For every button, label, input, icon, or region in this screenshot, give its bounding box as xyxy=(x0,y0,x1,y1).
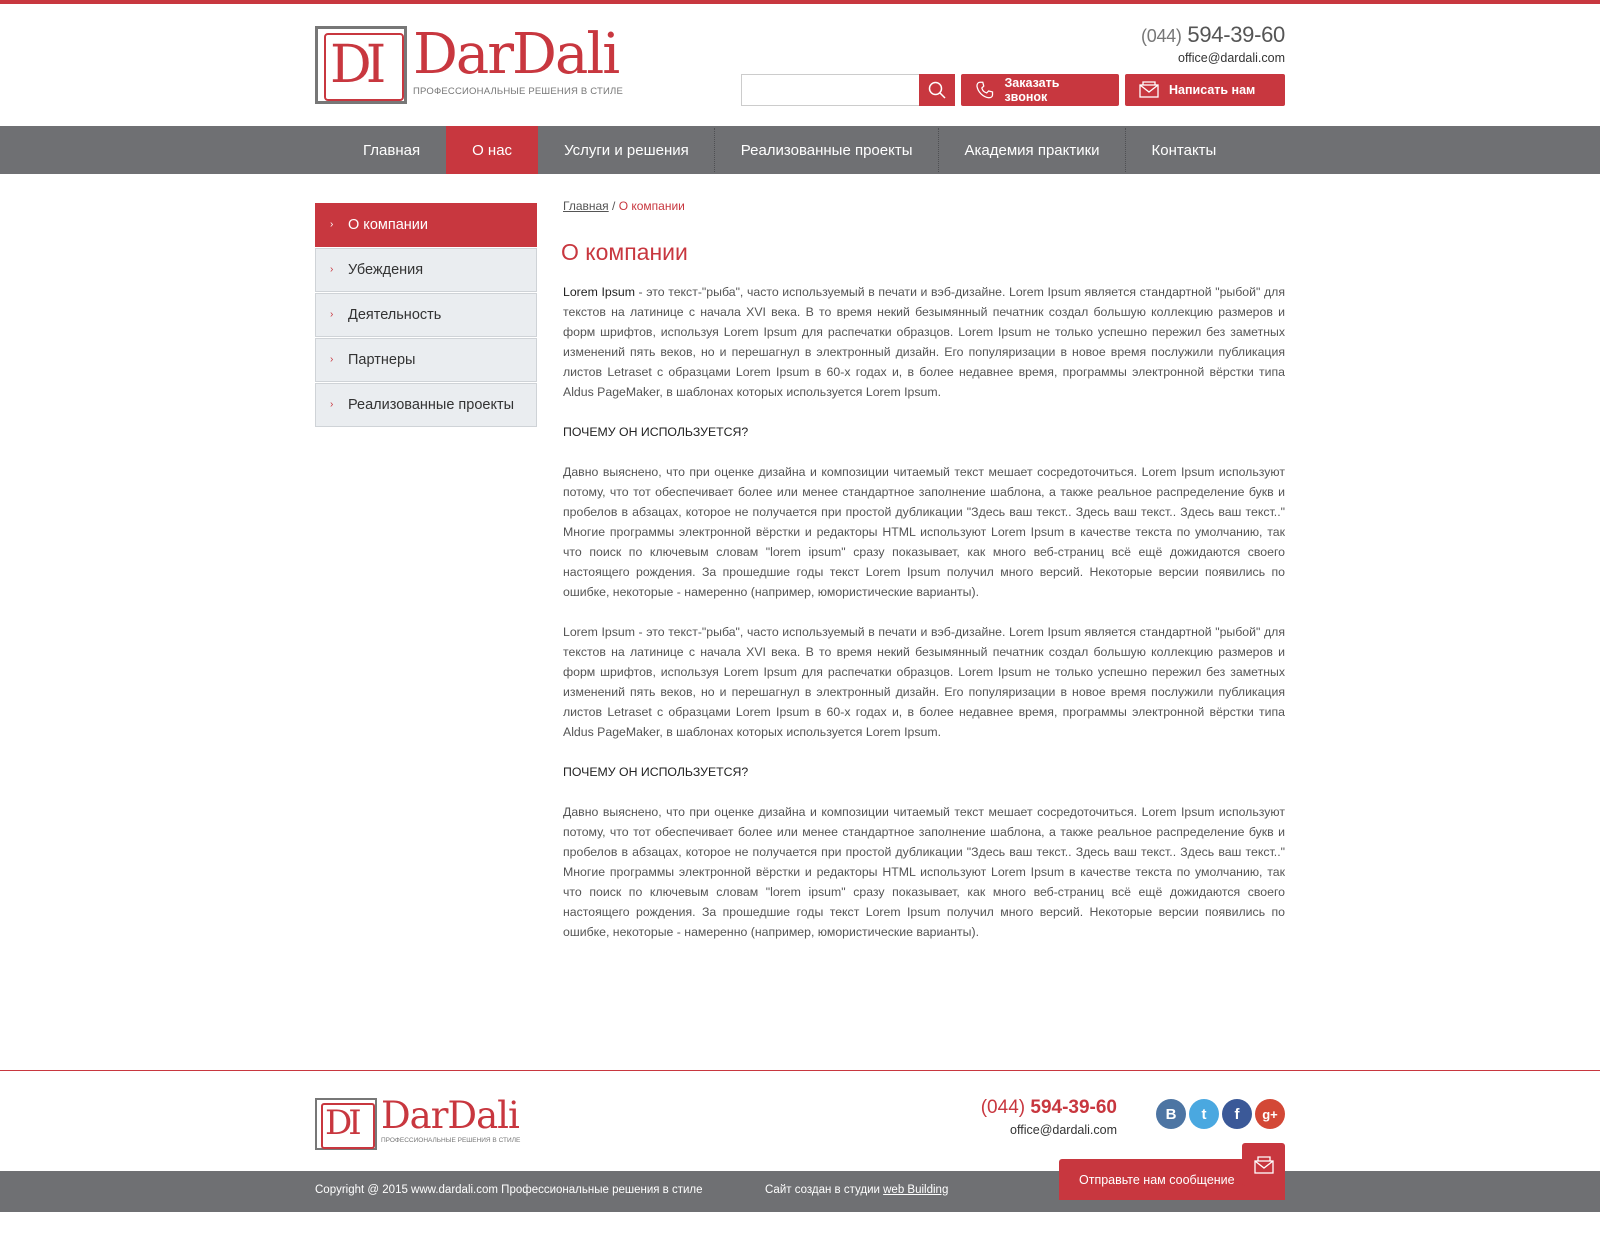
sidebar-item-beliefs[interactable]: › Убеждения xyxy=(315,248,537,292)
sidebar-item-activity[interactable]: › Деятельность xyxy=(315,293,537,337)
search-input[interactable] xyxy=(741,74,919,106)
sidebar xyxy=(315,203,537,428)
header-contacts xyxy=(1141,22,1285,65)
facebook-icon[interactable]: f xyxy=(1222,1099,1252,1129)
section-heading: ПОЧЕМУ ОН ИСПОЛЬЗУЕТСЯ? xyxy=(563,425,749,439)
write-us-button[interactable] xyxy=(1125,74,1285,106)
logo[interactable] xyxy=(315,22,623,108)
twitter-icon[interactable]: t xyxy=(1189,1099,1219,1129)
footer-email[interactable]: office@dardali.com xyxy=(1010,1123,1117,1137)
paragraph: Давно выяснено, что при оценке дизайна и композиции читаемый текст мешает сосредоточиться. Lorem Ipsum используют потому, что тот обеспечивает более или менее стандартное заполнение шаблона, а также реальное распределение букв и пробелов в абзацах, которое не получается при простой дубликации "Здесь ваш текст.. Здесь ваш текст.. Здесь ваш текст.." Многие программы электронной вёрстки и редакторы HTML используют Lorem Ipsum в качестве текста по умолчанию, так что поиск по ключевым словам "lorem ipsum" сразу показывает, как много веб-страниц всё ещё дожидаются своего настоящего рождения. За прошедшие годы текст Lorem Ipsum получил много версий. Некоторые версии появились по ошибке, некоторые - намеренно (например, юмористические варианты). xyxy=(563,465,1285,599)
phone-number: 594-39-60 xyxy=(1187,22,1285,47)
logo-brand: DarDali xyxy=(381,1094,519,1137)
breadcrumb xyxy=(563,199,1285,213)
logo-brand: DarDali xyxy=(413,22,619,87)
send-message-label: Отправьте нам сообщение xyxy=(1079,1172,1235,1187)
paragraph: Lorem Ipsum - это текст-"рыба", часто используемый в печати и вэб-дизайне. Lorem Ipsum является стандартной "рыбой" для текстов на латинице с начала XVI века. В то время некий безымянный печатник создал большую коллекцию размеров и форм шрифтов, используя Lorem Ipsum для распечатки образцов. Lorem Ipsum не только успешно пережил без заметных изменений пять веков, но и перешагнул в электронный дизайн. Его популяризации в новое время послужили публикация листов Letraset с образцами Lorem Ipsum в 60-х годах и, в более недавнее время, программы электронной вёрстки типа Aldus PageMaker, в шаблонах которых используется Lorem Ipsum. xyxy=(563,285,1285,399)
paragraph-lead: Lorem Ipsum xyxy=(563,285,635,299)
footer-phone[interactable]: (044) 594-39-60 xyxy=(980,1097,1117,1118)
studio-link[interactable]: web Building xyxy=(883,1184,949,1196)
nav-item-projects[interactable]: Реализованные проекты xyxy=(715,126,939,174)
header-actions xyxy=(741,74,1285,106)
footer-bottom-bar xyxy=(0,1171,1600,1212)
chevron-right-icon: › xyxy=(330,399,334,410)
footer-logo[interactable] xyxy=(315,1095,535,1151)
search-box xyxy=(741,74,955,106)
chevron-right-icon: › xyxy=(330,264,334,275)
nav-item-home[interactable]: Главная xyxy=(363,141,421,159)
nav-item-about[interactable]: О нас xyxy=(446,126,538,174)
page-title: О компании xyxy=(561,239,688,265)
breadcrumb-separator: / xyxy=(608,199,619,213)
studio-credit: Сайт создан в студии web Building xyxy=(765,1184,949,1196)
search-icon xyxy=(928,81,946,99)
send-message-button[interactable] xyxy=(1059,1159,1285,1200)
envelope-icon xyxy=(1139,81,1159,99)
sidebar-item-projects[interactable]: › Реализованные проекты xyxy=(315,383,537,427)
logo-slogan: ПРОФЕССИОНАЛЬНЫЕ РЕШЕНИЯ В СТИЛЕ xyxy=(413,86,623,97)
phone-icon xyxy=(975,80,994,100)
nav-item-contacts[interactable]: Контакты xyxy=(1151,141,1217,159)
main-nav xyxy=(0,126,1600,174)
write-us-label: Написать нам xyxy=(1169,83,1256,97)
vk-icon[interactable]: B xyxy=(1156,1099,1186,1129)
sidebar-item-company[interactable]: › О компании xyxy=(315,203,537,247)
order-call-label: Заказать звонок xyxy=(1004,76,1060,104)
google-plus-icon[interactable]: g+ xyxy=(1255,1099,1285,1129)
logo-mark: DI xyxy=(315,26,407,104)
main-content xyxy=(563,199,1285,962)
chevron-right-icon: › xyxy=(330,219,334,230)
footer-contacts xyxy=(981,1097,1117,1137)
sidebar-item-partners[interactable]: › Партнеры xyxy=(315,338,537,382)
copyright: Copyright @ 2015 www.dardali.com Профессиональные решения в стиле xyxy=(315,1184,703,1196)
order-call-button[interactable] xyxy=(961,74,1119,106)
nav-item-services[interactable]: Услуги и решения xyxy=(538,126,715,174)
section-heading: ПОЧЕМУ ОН ИСПОЛЬЗУЕТСЯ? xyxy=(563,765,749,779)
header-phone[interactable] xyxy=(1141,22,1285,48)
logo-slogan: ПРОФЕССИОНАЛЬНЫЕ РЕШЕНИЯ В СТИЛЕ xyxy=(381,1137,521,1144)
logo-mark: DI xyxy=(315,1098,377,1150)
content xyxy=(315,174,1285,1070)
chevron-right-icon: › xyxy=(330,309,334,320)
breadcrumb-home[interactable]: Главная xyxy=(563,199,609,213)
header xyxy=(315,4,1285,126)
paragraph: Lorem Ipsum - это текст-"рыба", часто используемый в печати и вэб-дизайне. Lorem Ipsum является стандартной "рыбой" для текстов на латинице с начала XVI века. В то время некий безымянный печатник создал большую коллекцию размеров и форм шрифтов, используя Lorem Ipsum для распечатки образцов. Lorem Ipsum не только успешно пережил без заметных изменений пять веков, но и перешагнул в электронный дизайн. Его популяризации в новое время послужили публикация листов Letraset с образцами Lorem Ipsum в 60-х годах и, в более недавнее время, программы электронной вёрстки типа Aldus PageMaker, в шаблонах которых используется Lorem Ipsum. xyxy=(563,625,1285,739)
envelope-icon xyxy=(1242,1143,1285,1186)
phone-code: (044) xyxy=(1141,26,1182,46)
breadcrumb-current: О компании xyxy=(618,199,685,213)
footer xyxy=(0,1070,1600,1171)
header-email[interactable]: office@dardali.com xyxy=(1178,51,1285,65)
nav-item-academy[interactable]: Академия практики xyxy=(939,126,1126,174)
social-links xyxy=(1156,1099,1285,1129)
paragraph: Давно выяснено, что при оценке дизайна и композиции читаемый текст мешает сосредоточиться. Lorem Ipsum используют потому, что тот обеспечивает более или менее стандартное заполнение шаблона, а также реальное распределение букв и пробелов в абзацах, которое не получается при простой дубликации "Здесь ваш текст.. Здесь ваш текст.. Здесь ваш текст.." Многие программы электронной вёрстки и редакторы HTML используют Lorem Ipsum в качестве текста по умолчанию, так что поиск по ключевым словам "lorem ipsum" сразу показывает, как много веб-страниц всё ещё дожидаются своего настоящего рождения. За прошедшие годы текст Lorem Ipsum получил много версий. Некоторые версии появились по ошибке, некоторые - намеренно (например, юмористические варианты). xyxy=(563,805,1285,939)
chevron-right-icon: › xyxy=(330,354,334,365)
article-body xyxy=(563,282,1285,942)
search-button[interactable] xyxy=(919,74,955,106)
